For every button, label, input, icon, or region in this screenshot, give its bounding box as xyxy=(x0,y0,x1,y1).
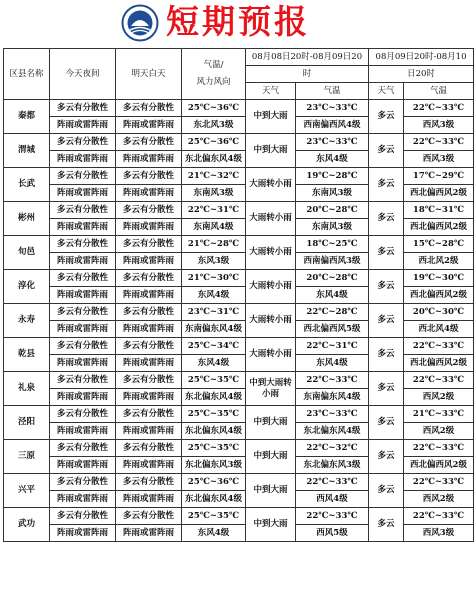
table-row xyxy=(4,372,474,389)
p1-wind: 东风4级 xyxy=(296,151,369,168)
county-name: 秦都 xyxy=(4,100,50,134)
p2-temp-range: 22℃~33℃ xyxy=(404,134,474,151)
p1-temp-range: 22℃~33℃ xyxy=(296,508,369,525)
p2-weather: 多云 xyxy=(369,270,404,304)
county-name: 长武 xyxy=(4,168,50,202)
p2-wind: 西北偏西风2级 xyxy=(404,355,474,372)
p2-temp-range: 22℃~33℃ xyxy=(404,440,474,457)
county-name: 彬州 xyxy=(4,202,50,236)
tomorrow-forecast-line2: 阵雨或雷阵雨 xyxy=(116,287,182,304)
header-temp-wind-line2: 风力风向 xyxy=(196,77,231,87)
tomorrow-forecast-line2: 阵雨或雷阵雨 xyxy=(116,185,182,202)
tonight-forecast-line2: 阵雨或雷阵雨 xyxy=(50,389,116,406)
table-row-line2 xyxy=(4,389,474,406)
p1-temp-range: 23℃~33℃ xyxy=(296,406,369,423)
p2-weather: 多云 xyxy=(369,508,404,542)
header-period2-line2: 日20时 xyxy=(369,66,474,83)
county-name: 兴平 xyxy=(4,474,50,508)
tonight-forecast-line2: 阵雨或雷阵雨 xyxy=(50,321,116,338)
tonight-forecast-line1: 多云有分散性 xyxy=(50,236,116,253)
tonight-forecast-line1: 多云有分散性 xyxy=(50,270,116,287)
tomorrow-temp-range: 21℃~28℃ xyxy=(182,236,246,253)
tonight-forecast-line1: 多云有分散性 xyxy=(50,100,116,117)
tonight-forecast-line2: 阵雨或雷阵雨 xyxy=(50,253,116,270)
header-p2-weather: 天气 xyxy=(369,83,404,100)
p1-wind: 东北偏东风3级 xyxy=(296,457,369,474)
tomorrow-wind: 东风4级 xyxy=(182,525,246,542)
tomorrow-wind: 东南风4级 xyxy=(182,219,246,236)
p2-wind: 西北偏西风2级 xyxy=(404,457,474,474)
county-name: 永寿 xyxy=(4,304,50,338)
tomorrow-forecast-line2: 阵雨或雷阵雨 xyxy=(116,321,182,338)
table-row xyxy=(4,270,474,287)
header xyxy=(0,0,476,44)
tonight-forecast-line2: 阵雨或雷阵雨 xyxy=(50,185,116,202)
table-row xyxy=(4,202,474,219)
tonight-forecast-line2: 阵雨或雷阵雨 xyxy=(50,117,116,134)
tomorrow-wind: 东北偏东风3级 xyxy=(182,457,246,474)
tomorrow-forecast-line1: 多云有分散性 xyxy=(116,474,182,491)
p2-weather: 多云 xyxy=(369,100,404,134)
county-name: 乾县 xyxy=(4,338,50,372)
p1-wind: 西南偏西风3级 xyxy=(296,253,369,270)
p2-weather: 多云 xyxy=(369,440,404,474)
p1-temp-range: 22℃~28℃ xyxy=(296,304,369,321)
p2-temp-range: 18℃~31℃ xyxy=(404,202,474,219)
tonight-forecast-line1: 多云有分散性 xyxy=(50,474,116,491)
p2-temp-range: 22℃~33℃ xyxy=(404,338,474,355)
p2-wind: 西风3级 xyxy=(404,117,474,134)
tomorrow-wind: 东风4级 xyxy=(182,287,246,304)
header-period1-line1: 08月08日20时-08月09日20 xyxy=(246,49,369,66)
tomorrow-temp-range: 21℃~32℃ xyxy=(182,168,246,185)
tonight-forecast-line2: 阵雨或雷阵雨 xyxy=(50,491,116,508)
p2-weather: 多云 xyxy=(369,134,404,168)
p1-wind: 西南偏西风4级 xyxy=(296,117,369,134)
tomorrow-forecast-line2: 阵雨或雷阵雨 xyxy=(116,253,182,270)
tonight-forecast-line1: 多云有分散性 xyxy=(50,202,116,219)
p1-weather: 中到大雨 xyxy=(246,406,296,440)
table-row xyxy=(4,100,474,117)
p1-wind: 东南风3级 xyxy=(296,219,369,236)
p2-wind: 西北偏西风2级 xyxy=(404,219,474,236)
tomorrow-forecast-line2: 阵雨或雷阵雨 xyxy=(116,457,182,474)
header-tomorrow: 明天白天 xyxy=(116,49,182,100)
p2-temp-range: 21℃~33℃ xyxy=(404,406,474,423)
p2-weather: 多云 xyxy=(369,202,404,236)
header-p1-temp: 气温 xyxy=(296,83,369,100)
table-row-line2 xyxy=(4,185,474,202)
tonight-forecast-line1: 多云有分散性 xyxy=(50,372,116,389)
p2-wind: 西风3级 xyxy=(404,525,474,542)
p1-wind: 西风4级 xyxy=(296,491,369,508)
tomorrow-temp-range: 25℃~35℃ xyxy=(182,440,246,457)
p2-weather: 多云 xyxy=(369,168,404,202)
tomorrow-forecast-line2: 阵雨或雷阵雨 xyxy=(116,355,182,372)
table-row-line2 xyxy=(4,457,474,474)
p2-weather: 多云 xyxy=(369,474,404,508)
p1-temp-range: 22℃~32℃ xyxy=(296,440,369,457)
tomorrow-temp-range: 25℃~36℃ xyxy=(182,474,246,491)
tomorrow-temp-range: 25℃~36℃ xyxy=(182,134,246,151)
p2-wind: 西风2级 xyxy=(404,491,474,508)
tonight-forecast-line2: 阵雨或雷阵雨 xyxy=(50,151,116,168)
table-row xyxy=(4,236,474,253)
tomorrow-forecast-line1: 多云有分散性 xyxy=(116,236,182,253)
p1-weather: 大雨转小雨 xyxy=(246,168,296,202)
table-row xyxy=(4,406,474,423)
p1-temp-range: 19℃~28℃ xyxy=(296,168,369,185)
forecast-table xyxy=(3,48,474,542)
table-row-line2 xyxy=(4,355,474,372)
tonight-forecast-line1: 多云有分散性 xyxy=(50,508,116,525)
p1-wind: 东南偏东风4级 xyxy=(296,389,369,406)
tomorrow-temp-range: 21℃~30℃ xyxy=(182,270,246,287)
tomorrow-forecast-line1: 多云有分散性 xyxy=(116,134,182,151)
header-p2-temp: 气温 xyxy=(404,83,474,100)
tomorrow-wind: 东北偏东风4级 xyxy=(182,423,246,440)
meteorological-logo-icon xyxy=(121,4,159,42)
p1-wind: 东南风3级 xyxy=(296,185,369,202)
p1-weather-line1: 中到大雨转 xyxy=(249,377,292,388)
p1-wind: 东风4级 xyxy=(296,287,369,304)
tomorrow-forecast-line1: 多云有分散性 xyxy=(116,338,182,355)
tomorrow-forecast-line1: 多云有分散性 xyxy=(116,304,182,321)
p2-weather: 多云 xyxy=(369,406,404,440)
p2-wind: 西北风2级 xyxy=(404,253,474,270)
p1-weather: 中到大雨 xyxy=(246,508,296,542)
p1-weather: 中到大雨 xyxy=(246,440,296,474)
tonight-forecast-line1: 多云有分散性 xyxy=(50,406,116,423)
p1-wind: 西北偏西风5级 xyxy=(296,321,369,338)
p1-weather: 大雨转小雨 xyxy=(246,338,296,372)
tomorrow-temp-range: 25℃~34℃ xyxy=(182,338,246,355)
p2-temp-range: 15℃~28℃ xyxy=(404,236,474,253)
tomorrow-forecast-line1: 多云有分散性 xyxy=(116,372,182,389)
p1-weather: 大雨转小雨 xyxy=(246,304,296,338)
tomorrow-temp-range: 23℃~31℃ xyxy=(182,304,246,321)
tonight-forecast-line2: 阵雨或雷阵雨 xyxy=(50,423,116,440)
header-temp-wind-line1: 气温/ xyxy=(203,60,224,70)
forecast-table-body xyxy=(4,100,474,542)
tomorrow-forecast-line1: 多云有分散性 xyxy=(116,406,182,423)
p2-weather: 多云 xyxy=(369,304,404,338)
tomorrow-forecast-line2: 阵雨或雷阵雨 xyxy=(116,151,182,168)
tonight-forecast-line1: 多云有分散性 xyxy=(50,134,116,151)
tonight-forecast-line2: 阵雨或雷阵雨 xyxy=(50,287,116,304)
tonight-forecast-line2: 阵雨或雷阵雨 xyxy=(50,219,116,236)
tomorrow-forecast-line2: 阵雨或雷阵雨 xyxy=(116,423,182,440)
p1-wind: 东北偏东风4级 xyxy=(296,423,369,440)
tomorrow-wind: 东风3级 xyxy=(182,253,246,270)
header-temp-wind xyxy=(182,49,246,100)
table-row xyxy=(4,134,474,151)
p1-weather: 中到大雨 xyxy=(246,134,296,168)
header-county: 区县名称 xyxy=(4,49,50,100)
p1-wind: 东风4级 xyxy=(296,355,369,372)
p2-wind: 西风2级 xyxy=(404,389,474,406)
table-row xyxy=(4,508,474,525)
tonight-forecast-line2: 阵雨或雷阵雨 xyxy=(50,457,116,474)
p2-wind: 西风2级 xyxy=(404,423,474,440)
table-row-line2 xyxy=(4,491,474,508)
p2-temp-range: 20℃~30℃ xyxy=(404,304,474,321)
table-row xyxy=(4,440,474,457)
tomorrow-forecast-line2: 阵雨或雷阵雨 xyxy=(116,389,182,406)
table-row-line2 xyxy=(4,253,474,270)
table-row xyxy=(4,304,474,321)
tomorrow-temp-range: 25℃~35℃ xyxy=(182,508,246,525)
table-row xyxy=(4,338,474,355)
tomorrow-wind: 东南风3级 xyxy=(182,185,246,202)
tonight-forecast-line2: 阵雨或雷阵雨 xyxy=(50,525,116,542)
county-name: 旬邑 xyxy=(4,236,50,270)
tomorrow-wind: 东北偏东风4级 xyxy=(182,389,246,406)
table-row-line2 xyxy=(4,287,474,304)
table-row-line2 xyxy=(4,117,474,134)
tomorrow-forecast-line1: 多云有分散性 xyxy=(116,100,182,117)
tomorrow-forecast-line2: 阵雨或雷阵雨 xyxy=(116,117,182,134)
county-name: 渭城 xyxy=(4,134,50,168)
table-row-line2 xyxy=(4,525,474,542)
p1-temp-range: 22℃~33℃ xyxy=(296,474,369,491)
tomorrow-forecast-line1: 多云有分散性 xyxy=(116,508,182,525)
p1-weather: 中到大雨 xyxy=(246,100,296,134)
p1-temp-range: 22℃~33℃ xyxy=(296,372,369,389)
tomorrow-forecast-line1: 多云有分散性 xyxy=(116,270,182,287)
county-name: 泾阳 xyxy=(4,406,50,440)
tomorrow-forecast-line2: 阵雨或雷阵雨 xyxy=(116,219,182,236)
p1-temp-range: 20℃~28℃ xyxy=(296,202,369,219)
p1-temp-range: 18℃~25℃ xyxy=(296,236,369,253)
tonight-forecast-line1: 多云有分散性 xyxy=(50,338,116,355)
table-row-line2 xyxy=(4,321,474,338)
tomorrow-temp-range: 22℃~31℃ xyxy=(182,202,246,219)
tomorrow-wind: 东北风3级 xyxy=(182,117,246,134)
table-row xyxy=(4,474,474,491)
page-title: 短期预报 xyxy=(166,2,310,41)
p1-weather: 大雨转小雨 xyxy=(246,202,296,236)
tonight-forecast-line1: 多云有分散性 xyxy=(50,440,116,457)
p2-weather: 多云 xyxy=(369,372,404,406)
tomorrow-temp-range: 25℃~35℃ xyxy=(182,372,246,389)
county-name: 礼泉 xyxy=(4,372,50,406)
tonight-forecast-line2: 阵雨或雷阵雨 xyxy=(50,355,116,372)
p2-temp-range: 22℃~33℃ xyxy=(404,474,474,491)
tomorrow-wind: 东北偏东风4级 xyxy=(182,151,246,168)
p2-temp-range: 19℃~30℃ xyxy=(404,270,474,287)
p2-temp-range: 22℃~33℃ xyxy=(404,508,474,525)
p2-temp-range: 22℃~33℃ xyxy=(404,372,474,389)
p1-weather: 大雨转小雨 xyxy=(246,270,296,304)
p2-temp-range: 22℃~33℃ xyxy=(404,100,474,117)
p1-wind: 西风5级 xyxy=(296,525,369,542)
table-row-line2 xyxy=(4,151,474,168)
county-name: 武功 xyxy=(4,508,50,542)
tomorrow-forecast-line2: 阵雨或雷阵雨 xyxy=(116,525,182,542)
p1-weather: 中到大雨 xyxy=(246,474,296,508)
tomorrow-wind: 东风4级 xyxy=(182,355,246,372)
p2-temp-range: 17℃~29℃ xyxy=(404,168,474,185)
header-period1-line2: 时 xyxy=(246,66,369,83)
p1-temp-range: 22℃~31℃ xyxy=(296,338,369,355)
header-tonight: 今天夜间 xyxy=(50,49,116,100)
p2-wind: 西风3级 xyxy=(404,151,474,168)
p1-temp-range: 23℃~33℃ xyxy=(296,100,369,117)
tonight-forecast-line1: 多云有分散性 xyxy=(50,304,116,321)
p2-wind: 西北偏西风2级 xyxy=(404,185,474,202)
p2-weather: 多云 xyxy=(369,236,404,270)
county-name: 淳化 xyxy=(4,270,50,304)
tomorrow-wind: 东南偏东风4级 xyxy=(182,321,246,338)
p1-temp-range: 23℃~33℃ xyxy=(296,134,369,151)
tomorrow-forecast-line1: 多云有分散性 xyxy=(116,168,182,185)
p2-wind: 西北风4级 xyxy=(404,321,474,338)
table-row-line2 xyxy=(4,219,474,236)
p2-weather: 多云 xyxy=(369,338,404,372)
header-p1-weather: 天气 xyxy=(246,83,296,100)
tomorrow-temp-range: 25℃~36℃ xyxy=(182,100,246,117)
table-row-line2 xyxy=(4,423,474,440)
header-period2-line1: 08月09日20时-08月10 xyxy=(369,49,474,66)
p1-weather: 大雨转小雨 xyxy=(246,236,296,270)
p1-weather-line2: 小雨 xyxy=(261,388,279,399)
p1-weather xyxy=(246,372,296,406)
county-name: 三原 xyxy=(4,440,50,474)
tonight-forecast-line1: 多云有分散性 xyxy=(50,168,116,185)
tomorrow-wind: 东北偏东风4级 xyxy=(182,491,246,508)
tomorrow-forecast-line1: 多云有分散性 xyxy=(116,440,182,457)
table-row xyxy=(4,168,474,185)
tomorrow-temp-range: 25℃~35℃ xyxy=(182,406,246,423)
forecast-table-wrapper xyxy=(3,48,473,542)
p1-temp-range: 20℃~28℃ xyxy=(296,270,369,287)
tomorrow-forecast-line1: 多云有分散性 xyxy=(116,202,182,219)
p2-wind: 西北偏西风2级 xyxy=(404,287,474,304)
tomorrow-forecast-line2: 阵雨或雷阵雨 xyxy=(116,491,182,508)
